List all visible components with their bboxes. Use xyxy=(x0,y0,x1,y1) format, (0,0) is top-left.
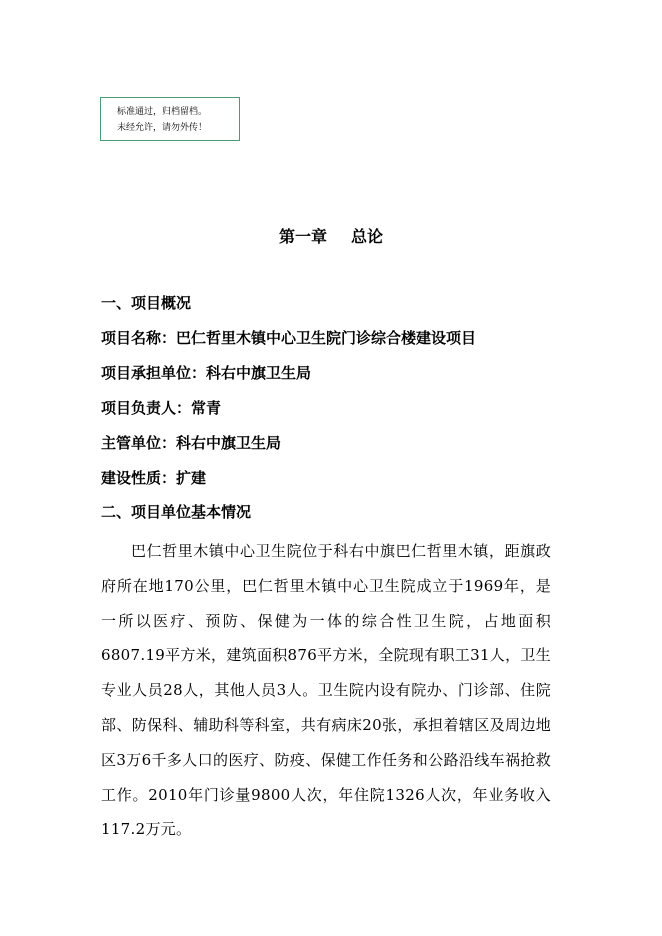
section-heading-unit-info: 二、项目单位基本情况 xyxy=(101,503,252,521)
project-name-line: 项目名称：巴仁哲里木镇中心卫生院门诊综合楼建设项目 xyxy=(101,329,477,347)
unit-info-paragraph: 巴仁哲里木镇中心卫生院位于科右中旗巴仁哲里木镇，距旗政府所在地170公里，巴仁哲里木镇中心卫生院成立于1969年，是一所以医疗、预防、保健为一体的综合性卫生院，占地面积6807.19平方米，建筑面积876平方米，全院现有职工31人，卫生专业人员28人，其他人员3人。卫生院内设有院办、门诊部、住院部、防保科、辅助科等科室，共有病床20张，承担着辖区及周边地区3万6千多人口的医疗、防疫、保健工作任务和公路沿线车祸抢救工作。2010年门诊量9800人次，年住院1326人次，年业务收入117.2万元。 xyxy=(101,542,551,839)
confidential-notice-stamp xyxy=(100,97,240,141)
section-heading-overview: 一、项目概况 xyxy=(101,294,192,312)
chapter-number: 第一章 xyxy=(278,227,327,246)
chapter-name: 总论 xyxy=(351,227,384,246)
notice-line-2: 未经允许，请勿外传！ xyxy=(117,123,208,133)
project-leader-line: 项目负责人：常青 xyxy=(101,399,222,417)
chapter-title xyxy=(0,224,662,247)
construction-nature-line: 建设性质：扩建 xyxy=(101,469,207,487)
project-undertaker-line: 项目承担单位：科右中旗卫生局 xyxy=(101,364,312,382)
supervisor-line: 主管单位：科右中旗卫生局 xyxy=(101,434,282,452)
notice-line-1: 标准通过，归档留档。 xyxy=(117,107,208,117)
